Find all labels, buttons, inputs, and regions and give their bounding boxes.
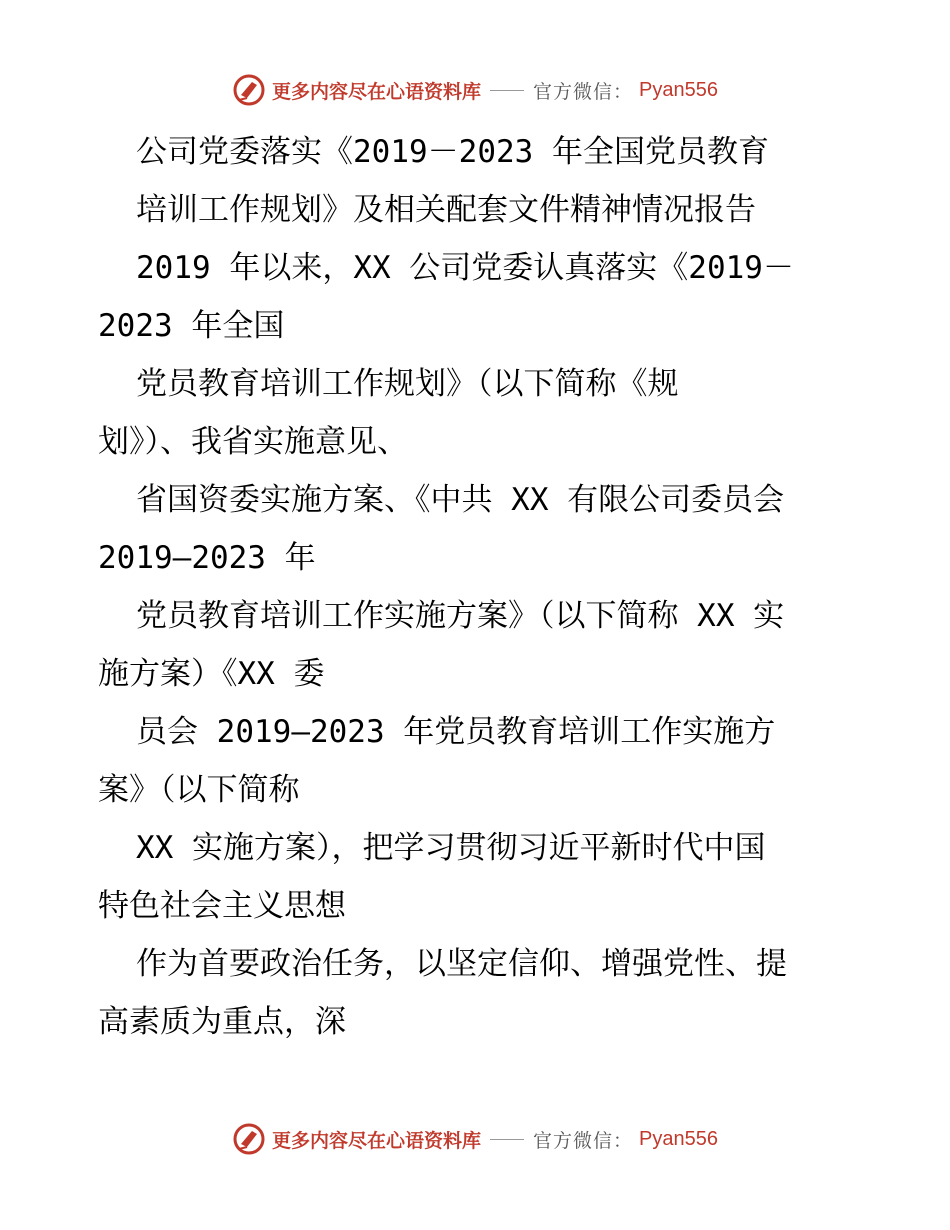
text-line: 党员教育培训工作规划》（以下简称《规 bbox=[136, 366, 679, 402]
text-line: XX 实施方案），把学习贯彻习近平新时代中国 bbox=[136, 830, 766, 866]
document-body bbox=[98, 123, 878, 1051]
text-line: 培训工作规划》及相关配套文件精神情况报告 bbox=[136, 192, 756, 228]
text-line: 施方案）《XX 委 bbox=[98, 656, 325, 692]
watermark-site-text: 更多内容尽在心语资料库 bbox=[272, 80, 482, 103]
watermark-label: 官方微信： bbox=[533, 80, 634, 103]
watermark-site-text: 更多内容尽在心语资料库 bbox=[272, 1129, 482, 1152]
watermark-dash bbox=[490, 90, 524, 91]
text-line: 2019—2023 年 bbox=[98, 540, 316, 576]
header-watermark bbox=[0, 70, 950, 110]
text-line: 公司党委落实《2019－2023 年全国党员教育 bbox=[136, 134, 769, 170]
text-line: 作为首要政治任务，以坚定信仰、增强党性、提 bbox=[136, 946, 787, 982]
text-line: 划》）、我省实施意见、 bbox=[98, 424, 408, 460]
text-line: 省国资委实施方案、《中共 XX 有限公司委员会 bbox=[136, 482, 785, 518]
text-line: 案》（以下简称 bbox=[98, 772, 300, 808]
text-line: 高素质为重点，深 bbox=[98, 1004, 346, 1040]
watermark-group bbox=[232, 1122, 718, 1156]
watermark-wechat-id: Pyan556 bbox=[639, 1127, 718, 1150]
footer-watermark bbox=[0, 1119, 950, 1159]
text-line: 2019 年以来，XX 公司党委认真落实《2019－ bbox=[136, 250, 794, 286]
text-line: 党员教育培训工作实施方案》（以下简称 XX 实 bbox=[136, 598, 785, 634]
text-line: 特色社会主义思想 bbox=[98, 888, 346, 924]
watermark-group bbox=[232, 73, 718, 107]
watermark-dash bbox=[490, 1139, 524, 1140]
brand-logo-icon bbox=[232, 1122, 266, 1156]
text-line: 员会 2019—2023 年党员教育培训工作实施方 bbox=[136, 714, 776, 750]
watermark-wechat-id: Pyan556 bbox=[639, 78, 718, 101]
brand-logo-icon bbox=[232, 73, 266, 107]
watermark-label: 官方微信： bbox=[533, 1129, 634, 1152]
text-line: 2023 年全国 bbox=[98, 308, 285, 344]
